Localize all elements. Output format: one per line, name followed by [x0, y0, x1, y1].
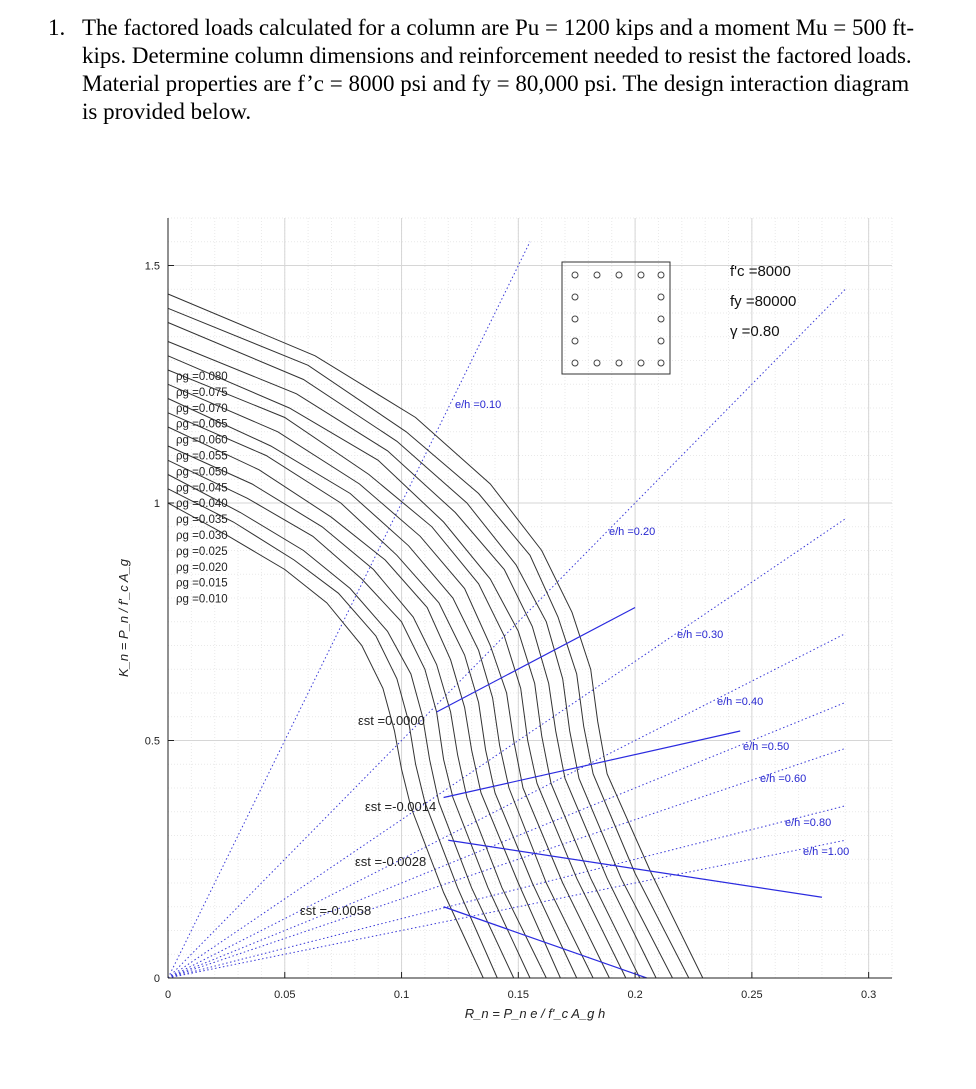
- x-tick-label: 0.1: [393, 989, 410, 1001]
- rebar-circle: [594, 272, 600, 278]
- material-label: γ =0.80: [730, 323, 780, 340]
- x-tick-label: 0.25: [741, 989, 763, 1001]
- x-tick-label: 0.05: [274, 989, 296, 1001]
- y-tick-label: 1: [153, 498, 160, 510]
- rebar-circle: [658, 294, 664, 300]
- rho-label: ρg =0.010: [176, 593, 228, 606]
- grid: [168, 218, 892, 978]
- eh-label: e/h =1.00: [803, 846, 850, 858]
- strain-label: εst =-0.0028: [355, 854, 427, 869]
- material-label: fy =80000: [730, 293, 797, 310]
- rho-label: ρg =0.075: [176, 386, 228, 399]
- x-tick-label: 0.3: [860, 989, 877, 1001]
- rebar-circle: [658, 338, 664, 344]
- problem-text: The factored loads calculated for a column are Pu = 1200 kips and a moment Mu = 500 ft-kips. Determine column dimensions and reinforcement needed to resist the factored loads. Material properties are f’c = 8000 psi and fy = 80,000 psi. The design interaction diagram is provided below.: [82, 15, 914, 124]
- rebar-circle: [616, 272, 622, 278]
- rho-label: ρg =0.015: [176, 577, 228, 590]
- rebar-circle: [658, 316, 664, 322]
- rebar-circle: [572, 338, 578, 344]
- rebar-circle: [594, 360, 600, 366]
- strain-label: εst =-0.0058: [300, 903, 372, 918]
- x-tick-label: 0.2: [627, 989, 643, 1001]
- rebar-circle: [658, 272, 664, 278]
- material-label: f'c =8000: [730, 263, 791, 280]
- rho-label: ρg =0.045: [176, 482, 228, 495]
- y-axis-label: K_n = P_n / f'_c A_g: [116, 559, 131, 677]
- strain-label: εst =-0.0014: [365, 799, 437, 814]
- rebar-circle: [572, 316, 578, 322]
- eh-label: e/h =0.50: [743, 741, 790, 753]
- rebar-circle: [572, 360, 578, 366]
- rebar-circle: [572, 272, 578, 278]
- rho-label: ρg =0.060: [176, 434, 228, 447]
- problem-number: 1.: [48, 15, 66, 40]
- x-tick-label: 0: [164, 989, 172, 1001]
- y-tick-label: 0.5: [144, 735, 160, 748]
- rebar-circle: [658, 360, 664, 366]
- eh-label: e/h =0.60: [760, 773, 807, 785]
- rho-label: ρg =0.020: [176, 561, 228, 574]
- rho-label: ρg =0.055: [176, 450, 228, 463]
- eh-label: e/h =0.30: [677, 629, 724, 641]
- rebar-circle: [638, 360, 644, 366]
- strain-label: εst =0.0000: [358, 713, 425, 728]
- rebar-circle: [572, 294, 578, 300]
- x-axis-label: R_n = P_n e / f'_c A_g h: [464, 1006, 606, 1021]
- eh-label: e/h =0.10: [455, 399, 502, 411]
- rho-label: ρg =0.040: [176, 498, 228, 511]
- rho-label: ρg =0.025: [176, 545, 228, 558]
- eh-label: e/h =0.40: [717, 696, 764, 708]
- rebar-circle: [616, 360, 622, 366]
- eh-label: e/h =0.20: [609, 526, 656, 538]
- y-tick-label: 0: [153, 973, 160, 985]
- rebar-circle: [638, 272, 644, 278]
- rho-label: ρg =0.065: [176, 418, 228, 431]
- eh-label: e/h =0.80: [785, 817, 832, 829]
- rho-label: ρg =0.030: [176, 530, 228, 542]
- rho-label: ρg =0.050: [176, 466, 228, 479]
- x-tick-label: 0.15: [507, 989, 530, 1001]
- y-tick-label: 1.5: [144, 260, 160, 273]
- rho-label: ρg =0.035: [176, 514, 228, 527]
- rho-label: ρg =0.080: [176, 371, 228, 383]
- rho-label: ρg =0.070: [176, 402, 228, 415]
